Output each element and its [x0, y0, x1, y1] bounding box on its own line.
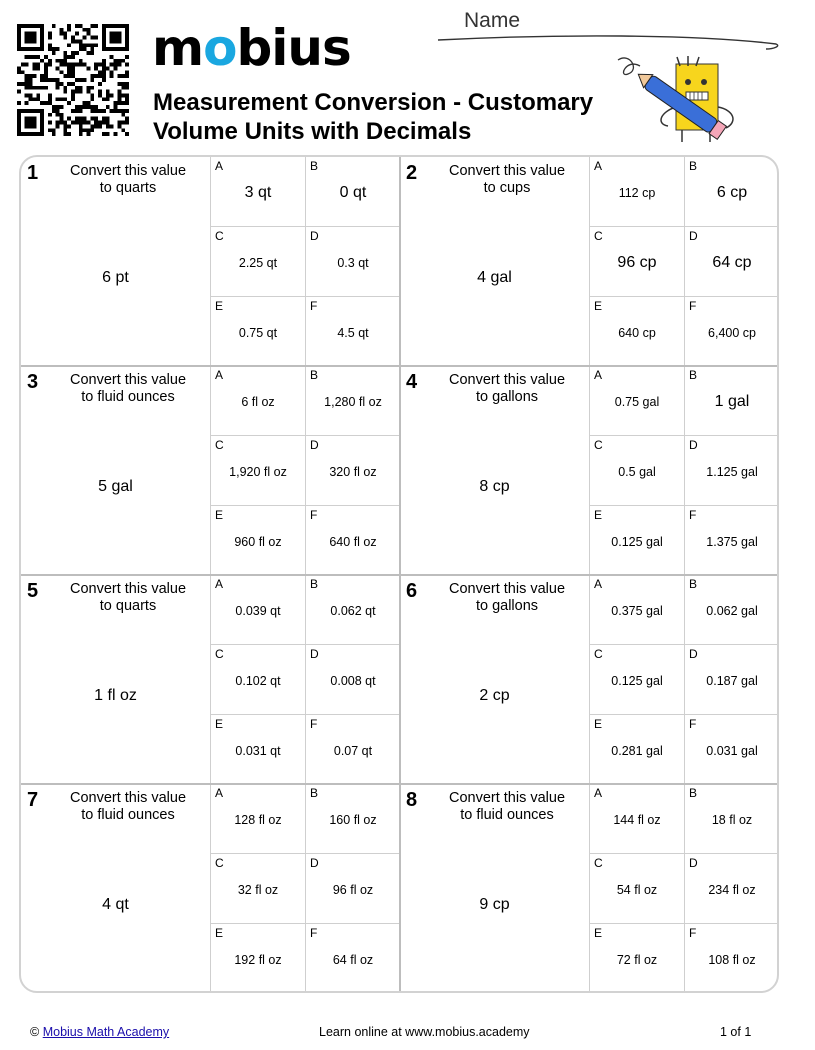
answer-option-d[interactable]: [685, 436, 779, 505]
answer-option-f[interactable]: [306, 924, 400, 993]
option-letter: E: [594, 508, 603, 522]
option-letter: B: [310, 368, 319, 382]
problem-number: 3: [27, 371, 39, 393]
option-value: 96 fl oz: [332, 882, 374, 897]
problem-value: 9 cp: [479, 896, 510, 913]
option-letter: C: [215, 229, 224, 243]
answer-option-b[interactable]: [306, 366, 400, 435]
problem-prompt: Convert this value to gallons: [448, 372, 566, 405]
option-value: 1.125 gal: [706, 464, 758, 479]
problem-prompt: Convert this value to quarts: [69, 581, 187, 614]
answer-option-f[interactable]: [306, 506, 400, 575]
option-letter: E: [594, 926, 603, 940]
answer-option-f[interactable]: [306, 297, 400, 366]
option-letter: C: [215, 856, 224, 870]
option-value: 108 fl oz: [708, 952, 756, 967]
option-letter: D: [689, 438, 698, 452]
answer-option-a[interactable]: [211, 157, 305, 226]
option-letter: A: [594, 786, 603, 800]
problem-prompt: Convert this value to quarts: [69, 163, 187, 196]
option-letter: A: [215, 159, 224, 173]
option-value: 0.062 gal: [706, 603, 758, 618]
answer-option-b[interactable]: [306, 784, 400, 853]
mobius-logo: mobius: [152, 19, 351, 77]
answer-option-e[interactable]: [590, 297, 684, 366]
option-value: 128 fl oz: [234, 812, 282, 827]
option-value: 640 fl oz: [329, 534, 377, 549]
option-letter: F: [689, 508, 697, 522]
answer-option-a[interactable]: [211, 366, 305, 435]
option-value: 72 fl oz: [616, 952, 658, 967]
answer-option-f[interactable]: [306, 715, 400, 784]
option-letter: C: [594, 856, 603, 870]
answer-option-d[interactable]: [685, 227, 779, 296]
answer-option-e[interactable]: [211, 924, 305, 993]
option-letter: E: [215, 717, 224, 731]
problem-4: [400, 366, 779, 575]
problem-6: [400, 575, 779, 784]
option-value: 112 cp: [618, 185, 656, 200]
answer-option-c[interactable]: [590, 227, 684, 296]
problem-2: [400, 157, 779, 366]
answer-option-b[interactable]: [685, 575, 779, 644]
option-value: 3 qt: [244, 183, 272, 201]
option-letter: E: [215, 299, 224, 313]
answer-option-a[interactable]: [590, 157, 684, 226]
problem-3: [21, 366, 400, 575]
answer-option-b[interactable]: [306, 575, 400, 644]
option-letter: F: [689, 926, 697, 940]
problem-value: 5 gal: [98, 478, 133, 495]
option-letter: A: [215, 368, 224, 382]
option-value: 0.75 qt: [238, 325, 278, 340]
option-value: 1,280 fl oz: [324, 394, 382, 409]
option-value: 6 fl oz: [241, 394, 275, 409]
problem-prompt: Convert this value to fluid ounces: [69, 372, 187, 405]
answer-option-a[interactable]: [211, 784, 305, 853]
option-letter: D: [689, 229, 698, 243]
option-value: 6,400 cp: [708, 325, 756, 340]
answer-option-e[interactable]: [211, 297, 305, 366]
option-value: 0.031 gal: [706, 743, 758, 758]
option-letter: E: [594, 717, 603, 731]
option-value: 2.25 qt: [238, 255, 278, 270]
answer-option-b[interactable]: [685, 366, 779, 435]
answer-option-e[interactable]: [590, 715, 684, 784]
option-value: 0.75 gal: [614, 394, 660, 409]
option-letter: A: [215, 786, 224, 800]
answer-option-d[interactable]: [685, 645, 779, 714]
problem-7: [21, 784, 400, 993]
option-letter: B: [689, 368, 698, 382]
problem-8: [400, 784, 779, 993]
option-value: 0 qt: [339, 183, 367, 201]
option-letter: D: [689, 647, 698, 661]
option-value: 0.375 gal: [611, 603, 663, 618]
option-letter: B: [689, 159, 698, 173]
answer-option-b[interactable]: [685, 784, 779, 853]
answer-option-c[interactable]: [211, 854, 305, 923]
option-value: 0.07 qt: [333, 743, 373, 758]
problem-prompt: Convert this value to fluid ounces: [69, 790, 187, 823]
answer-option-f[interactable]: [685, 924, 779, 993]
qr-code-icon: [17, 24, 129, 136]
option-letter: D: [310, 438, 319, 452]
option-letter: C: [594, 438, 603, 452]
option-letter: F: [310, 717, 318, 731]
option-value: 0.102 qt: [235, 673, 281, 688]
problem-prompt: Convert this value to gallons: [448, 581, 566, 614]
answer-option-c[interactable]: [590, 645, 684, 714]
option-value: 54 fl oz: [616, 882, 658, 897]
title-line-2: Volume Units with Decimals: [153, 118, 472, 145]
option-letter: B: [310, 159, 319, 173]
answer-option-e[interactable]: [590, 924, 684, 993]
option-letter: B: [689, 786, 698, 800]
option-value: 4.5 qt: [337, 325, 369, 340]
option-letter: B: [689, 577, 698, 591]
option-letter: F: [310, 299, 318, 313]
option-letter: F: [689, 299, 697, 313]
option-value: 192 fl oz: [234, 952, 282, 967]
option-value: 0.031 qt: [235, 743, 281, 758]
option-value: 64 cp: [712, 253, 752, 271]
option-letter: C: [594, 229, 603, 243]
problem-prompt: Convert this value to fluid ounces: [448, 790, 566, 823]
answer-option-d[interactable]: [306, 854, 400, 923]
option-letter: D: [310, 647, 319, 661]
option-value: 0.039 qt: [235, 603, 281, 618]
answer-option-e[interactable]: [211, 506, 305, 575]
answer-option-e[interactable]: [211, 715, 305, 784]
option-value: 0.062 qt: [330, 603, 376, 618]
answer-option-f[interactable]: [685, 715, 779, 784]
option-value: 1.375 gal: [706, 534, 758, 549]
option-letter: F: [310, 926, 318, 940]
problem-value: 8 cp: [479, 478, 510, 495]
option-letter: E: [594, 299, 603, 313]
footer-center-text: Learn online at www.mobius.academy: [319, 1025, 530, 1039]
mobius-math-academy-link[interactable]: Mobius Math Academy: [42, 1025, 170, 1039]
problem-number: 6: [406, 580, 418, 602]
problems-grid: [19, 155, 779, 993]
problem-value: 4 gal: [477, 269, 512, 286]
title-line-1: Measurement Conversion - Customary: [153, 89, 594, 116]
problem-prompt: Convert this value to cups: [448, 163, 566, 196]
footer-copyright: © Mobius Math Academy: [30, 1025, 170, 1039]
option-value: 1,920 fl oz: [229, 464, 287, 479]
option-value: 96 cp: [617, 253, 657, 271]
option-value: 32 fl oz: [237, 882, 279, 897]
answer-option-c[interactable]: [590, 854, 684, 923]
answer-option-c[interactable]: [590, 436, 684, 505]
option-letter: F: [310, 508, 318, 522]
answer-option-c[interactable]: [211, 436, 305, 505]
answer-option-f[interactable]: [685, 297, 779, 366]
option-value: 320 fl oz: [329, 464, 377, 479]
option-letter: B: [310, 786, 319, 800]
problem-5: [21, 575, 400, 784]
option-letter: C: [215, 647, 224, 661]
option-value: 144 fl oz: [613, 812, 661, 827]
problem-value: 1 fl oz: [94, 687, 137, 704]
option-value: 0.3 qt: [337, 255, 369, 270]
option-letter: F: [689, 717, 697, 731]
worksheet-title: [153, 88, 593, 146]
answer-option-a[interactable]: [211, 575, 305, 644]
problem-number: 8: [406, 789, 418, 811]
answer-option-a[interactable]: [590, 575, 684, 644]
problem-number: 2: [406, 162, 418, 184]
answer-option-d[interactable]: [306, 227, 400, 296]
answer-option-b[interactable]: [685, 157, 779, 226]
option-value: 0.125 gal: [611, 534, 663, 549]
option-value: 960 fl oz: [234, 534, 282, 549]
answer-option-a[interactable]: [590, 784, 684, 853]
option-value: 6 cp: [716, 183, 748, 201]
mascot-icon: [610, 52, 745, 152]
option-value: 0.281 gal: [611, 743, 663, 758]
problem-value: 6 pt: [102, 269, 129, 286]
page-number: 1 of 1: [720, 1025, 752, 1039]
option-value: 640 cp: [618, 325, 656, 340]
option-value: 64 fl oz: [332, 952, 374, 967]
answer-option-c[interactable]: [211, 645, 305, 714]
option-letter: D: [310, 229, 319, 243]
option-letter: C: [594, 647, 603, 661]
problem-number: 5: [27, 580, 39, 602]
problem-1: [21, 157, 400, 366]
option-letter: D: [310, 856, 319, 870]
problem-number: 1: [27, 162, 39, 184]
option-value: 0.125 gal: [611, 673, 663, 688]
answer-option-e[interactable]: [590, 506, 684, 575]
answer-option-f[interactable]: [685, 506, 779, 575]
option-letter: A: [594, 577, 603, 591]
option-value: 18 fl oz: [711, 812, 753, 827]
problem-number: 4: [406, 371, 418, 393]
answer-option-d[interactable]: [306, 436, 400, 505]
answer-option-d[interactable]: [306, 645, 400, 714]
problem-value: 2 cp: [479, 687, 510, 704]
name-label: Name: [464, 9, 521, 32]
answer-option-d[interactable]: [685, 854, 779, 923]
answer-option-b[interactable]: [306, 157, 400, 226]
option-letter: A: [215, 577, 224, 591]
option-letter: B: [310, 577, 319, 591]
problem-number: 7: [27, 789, 39, 811]
option-value: 0.008 qt: [330, 673, 376, 688]
answer-option-a[interactable]: [590, 366, 684, 435]
option-letter: E: [215, 508, 224, 522]
option-letter: A: [594, 368, 603, 382]
option-letter: C: [215, 438, 224, 452]
option-value: 234 fl oz: [708, 882, 756, 897]
option-letter: A: [594, 159, 603, 173]
option-value: 0.5 gal: [618, 464, 656, 479]
answer-option-c[interactable]: [211, 227, 305, 296]
option-value: 160 fl oz: [329, 812, 377, 827]
problem-value: 4 qt: [102, 896, 129, 913]
option-value: 0.187 gal: [706, 673, 758, 688]
option-letter: D: [689, 856, 698, 870]
option-letter: E: [215, 926, 224, 940]
option-value: 1 gal: [714, 392, 750, 410]
